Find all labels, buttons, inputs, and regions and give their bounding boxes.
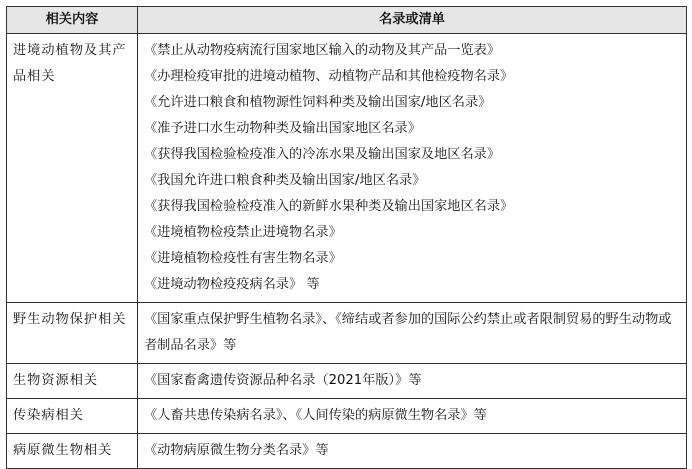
header-related-content: 相关内容 (7, 7, 138, 34)
header-catalog-or-list: 名录或清单 (138, 7, 687, 34)
items-cell (138, 434, 687, 469)
list-item: 《进境动物检疫疫病名录》 等 (144, 277, 320, 292)
category-cell: 野生动物保护相关 (7, 303, 138, 364)
list-item: 《人畜共患传染病名录》、《人间传染的病原微生物名录》等 (144, 408, 487, 423)
category-cell: 进境动植物及其产品相关 (7, 34, 138, 303)
list-item: 《禁止从动物疫病流行国家地区输入的动物及其产品一览表》 (144, 43, 501, 58)
category-cell: 传染病相关 (7, 399, 138, 434)
list-item: 《动物病原微生物分类名录》等 (144, 443, 329, 458)
table-body (7, 34, 687, 469)
list-item: 《获得我国检验检疫准入的冷冻水果及输出国家及地区名录》 (144, 147, 501, 162)
table-row (7, 434, 687, 469)
list-item: 《我国允许进口粮食种类及输出国家/地区名录》 (144, 173, 426, 188)
list-item: 《获得我国检验检疫准入的新鲜水果种类及输出国家地区名录》 (144, 199, 514, 214)
header-row (7, 7, 687, 34)
category-cell: 生物资源相关 (7, 364, 138, 399)
list-item: 《进境植物检疫性有害生物名录》 (144, 251, 342, 266)
list-item: 《国家重点保护野生植物名录》、《缔结或者参加的国际公约禁止或者限制贸易的野生动物或者制品名录》等 (144, 312, 672, 353)
items-cell (138, 303, 687, 364)
items-cell (138, 399, 687, 434)
items-cell (138, 364, 687, 399)
list-item: 《国家畜禽遗传资源品种名录（2021年版）》等 (144, 373, 422, 388)
list-item: 《办理检疫审批的进境动植物、动植物产品和其他检疫物名录》 (144, 69, 514, 84)
category-cell: 病原微生物相关 (7, 434, 138, 469)
table-row (7, 399, 687, 434)
list-item: 《允许进口粮食和植物源性饲料种类及输出国家/地区名录》 (144, 95, 492, 110)
items-cell (138, 34, 687, 303)
catalog-table (6, 6, 687, 469)
table-row (7, 34, 687, 303)
table-header (7, 7, 687, 34)
table-row (7, 364, 687, 399)
table-row (7, 303, 687, 364)
list-item: 《准予进口水生动物种类及输出国家地区名录》 (144, 121, 421, 136)
list-item: 《进境植物检疫禁止进境物名录》 (144, 225, 342, 240)
